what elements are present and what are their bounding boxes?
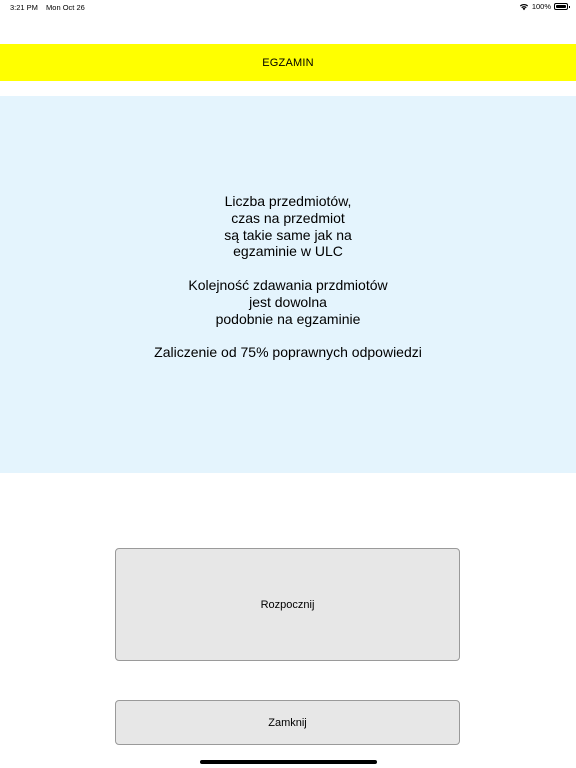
info-block-rules [224, 193, 352, 260]
info-line: podobnie na egzaminie [215, 310, 361, 327]
status-time: 3:21 PM [10, 3, 38, 12]
info-block-pass [154, 344, 422, 361]
status-right [519, 2, 568, 11]
home-indicator[interactable] [200, 760, 377, 764]
info-panel [0, 96, 576, 473]
info-line: są takie same jak na [224, 226, 352, 243]
info-line: Kolejność zdawania przdmiotów [188, 276, 388, 293]
status-left [10, 3, 91, 12]
info-line: Zaliczenie od 75% poprawnych odpowiedzi [154, 344, 422, 361]
info-line: czas na przedmiot [231, 209, 345, 226]
info-line: Liczba przedmiotów, [224, 193, 352, 209]
start-button[interactable]: Rozpocznij [115, 548, 460, 661]
battery-icon [554, 3, 568, 10]
battery-fill [556, 5, 566, 8]
battery-percent: 100% [531, 2, 551, 11]
info-line: egzaminie w ULC [233, 243, 343, 260]
title-bar [0, 44, 576, 81]
status-bar [0, 0, 576, 14]
info-block-order [188, 277, 387, 327]
close-button[interactable]: Zamknij [115, 700, 460, 745]
status-date: Mon Oct 26 [46, 3, 85, 12]
wifi-icon [519, 3, 529, 11]
info-line: jest dowolna [249, 293, 327, 310]
page-title: EGZAMIN [262, 56, 314, 69]
